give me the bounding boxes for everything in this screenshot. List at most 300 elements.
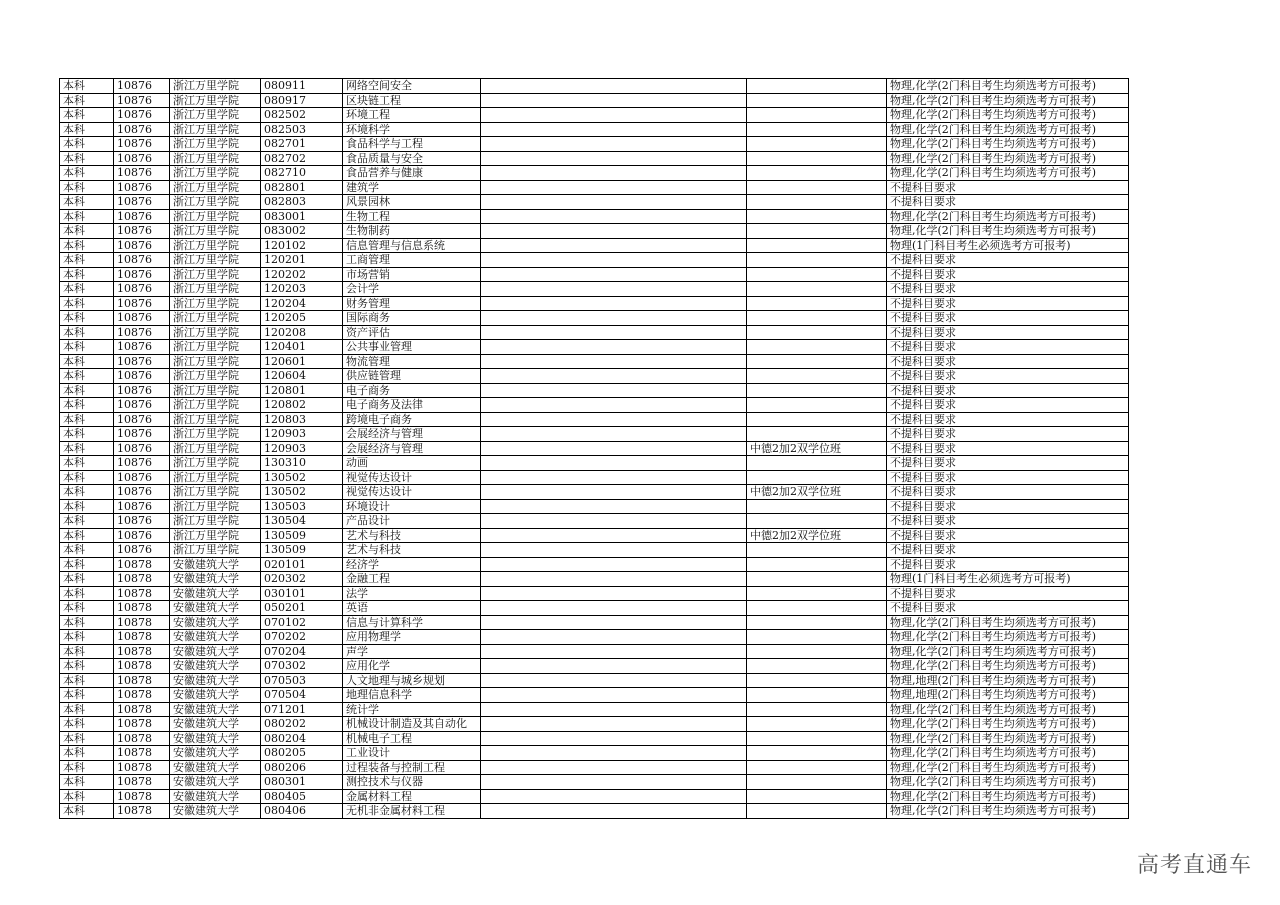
major-name-cell: 动画: [343, 456, 481, 471]
subject-requirement-cell: 不提科目要求: [887, 369, 1129, 384]
table-row: [60, 630, 1129, 645]
subject-requirement-cell: 物理,化学(2门科目考生均须选考方可报考): [887, 731, 1129, 746]
level-cell: 本科: [60, 108, 114, 123]
subject-requirement-cell: 物理(1门科目考生必须选考方可报考): [887, 238, 1129, 253]
major-name-cell: 电子商务及法律: [343, 398, 481, 413]
school-name-cell: 安徽建筑大学: [170, 557, 261, 572]
remark-cell: [481, 180, 747, 195]
remark-cell: [481, 789, 747, 804]
class-note-cell: [747, 514, 887, 529]
school-name-cell: 浙江万里学院: [170, 151, 261, 166]
major-code-cell: 020302: [261, 572, 343, 587]
major-name-cell: 法学: [343, 586, 481, 601]
major-code-cell: 070504: [261, 688, 343, 703]
school-code-cell: 10878: [114, 615, 170, 630]
subject-requirement-cell: 不提科目要求: [887, 180, 1129, 195]
remark-cell: [481, 485, 747, 500]
major-code-cell: 120903: [261, 427, 343, 442]
table-row: [60, 731, 1129, 746]
major-name-cell: 环境工程: [343, 108, 481, 123]
subject-requirement-cell: 不提科目要求: [887, 311, 1129, 326]
table-row: [60, 369, 1129, 384]
school-name-cell: 安徽建筑大学: [170, 804, 261, 819]
level-cell: 本科: [60, 79, 114, 94]
remark-cell: [481, 804, 747, 819]
major-name-cell: 会计学: [343, 282, 481, 297]
table-row: [60, 354, 1129, 369]
level-cell: 本科: [60, 543, 114, 558]
school-name-cell: 浙江万里学院: [170, 485, 261, 500]
school-code-cell: 10878: [114, 760, 170, 775]
table-row: [60, 688, 1129, 703]
major-name-cell: 机械电子工程: [343, 731, 481, 746]
school-name-cell: 安徽建筑大学: [170, 702, 261, 717]
level-cell: 本科: [60, 224, 114, 239]
major-name-cell: 金融工程: [343, 572, 481, 587]
table-row: [60, 456, 1129, 471]
subject-requirement-cell: 物理,化学(2门科目考生均须选考方可报考): [887, 789, 1129, 804]
major-name-cell: 无机非金属材料工程: [343, 804, 481, 819]
remark-cell: [481, 195, 747, 210]
subject-requirement-cell: 不提科目要求: [887, 485, 1129, 500]
major-name-cell: 建筑学: [343, 180, 481, 195]
level-cell: 本科: [60, 296, 114, 311]
class-note-cell: [747, 702, 887, 717]
table-row: [60, 470, 1129, 485]
level-cell: 本科: [60, 746, 114, 761]
remark-cell: [481, 398, 747, 413]
school-name-cell: 安徽建筑大学: [170, 644, 261, 659]
remark-cell: [481, 369, 747, 384]
major-code-cell: 130509: [261, 543, 343, 558]
remark-cell: [481, 731, 747, 746]
class-note-cell: [747, 180, 887, 195]
level-cell: 本科: [60, 615, 114, 630]
subject-requirement-cell: 物理,地理(2门科目考生均须选考方可报考): [887, 688, 1129, 703]
class-note-cell: [747, 673, 887, 688]
class-note-cell: [747, 253, 887, 268]
subject-requirement-cell: 不提科目要求: [887, 528, 1129, 543]
remark-cell: [481, 688, 747, 703]
remark-cell: [481, 543, 747, 558]
school-name-cell: 浙江万里学院: [170, 166, 261, 181]
school-name-cell: 浙江万里学院: [170, 499, 261, 514]
table-row: [60, 267, 1129, 282]
subject-requirement-cell: 不提科目要求: [887, 427, 1129, 442]
school-name-cell: 浙江万里学院: [170, 427, 261, 442]
major-code-cell: 020101: [261, 557, 343, 572]
table-row: [60, 586, 1129, 601]
level-cell: 本科: [60, 717, 114, 732]
major-code-cell: 120803: [261, 412, 343, 427]
school-code-cell: 10876: [114, 499, 170, 514]
remark-cell: [481, 514, 747, 529]
level-cell: 本科: [60, 586, 114, 601]
level-cell: 本科: [60, 731, 114, 746]
subject-requirement-cell: 不提科目要求: [887, 296, 1129, 311]
table-row: [60, 427, 1129, 442]
class-note-cell: [747, 398, 887, 413]
level-cell: 本科: [60, 195, 114, 210]
level-cell: 本科: [60, 238, 114, 253]
remark-cell: [481, 746, 747, 761]
remark-cell: [481, 267, 747, 282]
major-name-cell: 工商管理: [343, 253, 481, 268]
major-name-cell: 艺术与科技: [343, 543, 481, 558]
school-name-cell: 浙江万里学院: [170, 325, 261, 340]
table-row: [60, 673, 1129, 688]
level-cell: 本科: [60, 470, 114, 485]
level-cell: 本科: [60, 601, 114, 616]
major-code-cell: 080405: [261, 789, 343, 804]
school-name-cell: 浙江万里学院: [170, 383, 261, 398]
remark-cell: [481, 238, 747, 253]
school-name-cell: 安徽建筑大学: [170, 572, 261, 587]
level-cell: 本科: [60, 412, 114, 427]
major-name-cell: 过程装备与控制工程: [343, 760, 481, 775]
major-name-cell: 艺术与科技: [343, 528, 481, 543]
level-cell: 本科: [60, 644, 114, 659]
table-row: [60, 528, 1129, 543]
major-name-cell: 环境设计: [343, 499, 481, 514]
subject-requirement-cell: 不提科目要求: [887, 267, 1129, 282]
subject-requirement-cell: 物理,化学(2门科目考生均须选考方可报考): [887, 775, 1129, 790]
school-code-cell: 10878: [114, 746, 170, 761]
subject-requirement-cell: 不提科目要求: [887, 514, 1129, 529]
school-name-cell: 安徽建筑大学: [170, 746, 261, 761]
school-name-cell: 浙江万里学院: [170, 354, 261, 369]
school-name-cell: 浙江万里学院: [170, 137, 261, 152]
level-cell: 本科: [60, 166, 114, 181]
subject-requirement-cell: 物理,化学(2门科目考生均须选考方可报考): [887, 122, 1129, 137]
class-note-cell: [747, 383, 887, 398]
major-code-cell: 120202: [261, 267, 343, 282]
major-name-cell: 人文地理与城乡规划: [343, 673, 481, 688]
table-row: [60, 717, 1129, 732]
major-name-cell: 供应链管理: [343, 369, 481, 384]
class-note-cell: [747, 644, 887, 659]
remark-cell: [481, 702, 747, 717]
table-row: [60, 79, 1129, 94]
class-note-cell: [747, 354, 887, 369]
major-name-cell: 测控技术与仪器: [343, 775, 481, 790]
major-code-cell: 082701: [261, 137, 343, 152]
school-name-cell: 浙江万里学院: [170, 238, 261, 253]
major-code-cell: 083002: [261, 224, 343, 239]
subject-requirement-cell: 物理,化学(2门科目考生均须选考方可报考): [887, 79, 1129, 94]
school-code-cell: 10878: [114, 644, 170, 659]
table-row: [60, 340, 1129, 355]
table-row: [60, 644, 1129, 659]
level-cell: 本科: [60, 267, 114, 282]
school-name-cell: 浙江万里学院: [170, 340, 261, 355]
table-row: [60, 108, 1129, 123]
school-name-cell: 浙江万里学院: [170, 267, 261, 282]
remark-cell: [481, 528, 747, 543]
level-cell: 本科: [60, 180, 114, 195]
table-row: [60, 325, 1129, 340]
major-name-cell: 应用物理学: [343, 630, 481, 645]
major-name-cell: 视觉传达设计: [343, 470, 481, 485]
level-cell: 本科: [60, 485, 114, 500]
table-row: [60, 499, 1129, 514]
major-code-cell: 082702: [261, 151, 343, 166]
major-code-cell: 130504: [261, 514, 343, 529]
remark-cell: [481, 151, 747, 166]
school-name-cell: 安徽建筑大学: [170, 601, 261, 616]
table-row: [60, 282, 1129, 297]
class-note-cell: [747, 731, 887, 746]
major-name-cell: 视觉传达设计: [343, 485, 481, 500]
table-row: [60, 557, 1129, 572]
major-code-cell: 120801: [261, 383, 343, 398]
major-code-cell: 080301: [261, 775, 343, 790]
table-row: [60, 311, 1129, 326]
school-code-cell: 10878: [114, 775, 170, 790]
school-name-cell: 安徽建筑大学: [170, 760, 261, 775]
major-code-cell: 080206: [261, 760, 343, 775]
school-code-cell: 10878: [114, 804, 170, 819]
remark-cell: [481, 760, 747, 775]
class-note-cell: [747, 804, 887, 819]
remark-cell: [481, 122, 747, 137]
school-code-cell: 10878: [114, 572, 170, 587]
major-name-cell: 应用化学: [343, 659, 481, 674]
subject-requirement-cell: 物理,化学(2门科目考生均须选考方可报考): [887, 760, 1129, 775]
school-name-cell: 安徽建筑大学: [170, 659, 261, 674]
subject-requirement-cell: 物理,化学(2门科目考生均须选考方可报考): [887, 717, 1129, 732]
major-code-cell: 071201: [261, 702, 343, 717]
school-name-cell: 安徽建筑大学: [170, 789, 261, 804]
subject-requirement-cell: 不提科目要求: [887, 470, 1129, 485]
remark-cell: [481, 79, 747, 94]
class-note-cell: [747, 543, 887, 558]
class-note-cell: [747, 209, 887, 224]
major-name-cell: 生物制药: [343, 224, 481, 239]
remark-cell: [481, 659, 747, 674]
school-name-cell: 浙江万里学院: [170, 122, 261, 137]
subject-requirement-cell: 物理,化学(2门科目考生均须选考方可报考): [887, 630, 1129, 645]
school-name-cell: 安徽建筑大学: [170, 615, 261, 630]
school-code-cell: 10878: [114, 586, 170, 601]
subject-requirement-cell: 物理,地理(2门科目考生均须选考方可报考): [887, 673, 1129, 688]
watermark-logo-text: 高考直通车: [1136, 853, 1252, 878]
major-code-cell: 070503: [261, 673, 343, 688]
major-code-cell: 120401: [261, 340, 343, 355]
school-code-cell: 10876: [114, 224, 170, 239]
school-code-cell: 10878: [114, 702, 170, 717]
school-code-cell: 10876: [114, 325, 170, 340]
school-code-cell: 10878: [114, 789, 170, 804]
school-code-cell: 10878: [114, 601, 170, 616]
school-code-cell: 10876: [114, 296, 170, 311]
major-name-cell: 食品质量与安全: [343, 151, 481, 166]
school-code-cell: 10876: [114, 93, 170, 108]
table-row: [60, 296, 1129, 311]
level-cell: 本科: [60, 775, 114, 790]
school-name-cell: 安徽建筑大学: [170, 775, 261, 790]
remark-cell: [481, 166, 747, 181]
subject-requirement-cell: 物理,化学(2门科目考生均须选考方可报考): [887, 137, 1129, 152]
class-note-cell: [747, 659, 887, 674]
major-name-cell: 资产评估: [343, 325, 481, 340]
remark-cell: [481, 601, 747, 616]
table-body: [60, 79, 1129, 819]
major-name-cell: 金属材料工程: [343, 789, 481, 804]
table-row: [60, 383, 1129, 398]
school-code-cell: 10878: [114, 659, 170, 674]
major-code-cell: 080911: [261, 79, 343, 94]
major-code-cell: 080205: [261, 746, 343, 761]
school-name-cell: 浙江万里学院: [170, 398, 261, 413]
class-note-cell: [747, 282, 887, 297]
remark-cell: [481, 383, 747, 398]
school-name-cell: 浙江万里学院: [170, 180, 261, 195]
major-name-cell: 英语: [343, 601, 481, 616]
subject-requirement-cell: 不提科目要求: [887, 456, 1129, 471]
table-row: [60, 180, 1129, 195]
class-note-cell: [747, 93, 887, 108]
level-cell: 本科: [60, 499, 114, 514]
remark-cell: [481, 644, 747, 659]
level-cell: 本科: [60, 253, 114, 268]
level-cell: 本科: [60, 557, 114, 572]
major-code-cell: 120203: [261, 282, 343, 297]
level-cell: 本科: [60, 209, 114, 224]
class-note-cell: [747, 746, 887, 761]
subject-requirement-cell: 不提科目要求: [887, 586, 1129, 601]
remark-cell: [481, 354, 747, 369]
school-name-cell: 浙江万里学院: [170, 456, 261, 471]
school-code-cell: 10876: [114, 470, 170, 485]
class-note-cell: [747, 122, 887, 137]
major-name-cell: 声学: [343, 644, 481, 659]
school-name-cell: 安徽建筑大学: [170, 586, 261, 601]
major-name-cell: 国际商务: [343, 311, 481, 326]
class-note-cell: [747, 340, 887, 355]
level-cell: 本科: [60, 354, 114, 369]
remark-cell: [481, 470, 747, 485]
school-name-cell: 安徽建筑大学: [170, 673, 261, 688]
remark-cell: [481, 586, 747, 601]
subject-requirement-cell: 不提科目要求: [887, 354, 1129, 369]
school-name-cell: 浙江万里学院: [170, 470, 261, 485]
class-note-cell: [747, 717, 887, 732]
class-note-cell: [747, 572, 887, 587]
subject-requirement-cell: 物理,化学(2门科目考生均须选考方可报考): [887, 108, 1129, 123]
table-row: [60, 93, 1129, 108]
remark-cell: [481, 224, 747, 239]
school-name-cell: 浙江万里学院: [170, 412, 261, 427]
major-code-cell: 120204: [261, 296, 343, 311]
school-code-cell: 10876: [114, 528, 170, 543]
major-code-cell: 070102: [261, 615, 343, 630]
remark-cell: [481, 427, 747, 442]
level-cell: 本科: [60, 325, 114, 340]
remark-cell: [481, 282, 747, 297]
class-note-cell: 中德2加2双学位班: [747, 441, 887, 456]
subject-requirement-cell: 物理,化学(2门科目考生均须选考方可报考): [887, 151, 1129, 166]
remark-cell: [481, 253, 747, 268]
major-code-cell: 120601: [261, 354, 343, 369]
level-cell: 本科: [60, 789, 114, 804]
subject-requirement-cell: 物理,化学(2门科目考生均须选考方可报考): [887, 93, 1129, 108]
major-code-cell: 120802: [261, 398, 343, 413]
school-code-cell: 10876: [114, 485, 170, 500]
level-cell: 本科: [60, 659, 114, 674]
school-code-cell: 10876: [114, 383, 170, 398]
level-cell: 本科: [60, 151, 114, 166]
subject-requirement-cell: 不提科目要求: [887, 282, 1129, 297]
subject-requirement-cell: 不提科目要求: [887, 441, 1129, 456]
subject-requirements-table: [59, 78, 1129, 819]
major-code-cell: 083001: [261, 209, 343, 224]
table-row: [60, 702, 1129, 717]
level-cell: 本科: [60, 369, 114, 384]
school-code-cell: 10876: [114, 122, 170, 137]
major-name-cell: 地理信息科学: [343, 688, 481, 703]
major-code-cell: 080204: [261, 731, 343, 746]
class-note-cell: [747, 601, 887, 616]
subject-requirement-cell: 不提科目要求: [887, 383, 1129, 398]
school-name-cell: 浙江万里学院: [170, 514, 261, 529]
major-code-cell: 130503: [261, 499, 343, 514]
level-cell: 本科: [60, 688, 114, 703]
table-row: [60, 166, 1129, 181]
table-row: [60, 514, 1129, 529]
table-row: [60, 122, 1129, 137]
school-name-cell: 浙江万里学院: [170, 224, 261, 239]
table-row: [60, 804, 1129, 819]
remark-cell: [481, 412, 747, 427]
remark-cell: [481, 615, 747, 630]
level-cell: 本科: [60, 673, 114, 688]
subject-requirement-cell: 物理,化学(2门科目考生均须选考方可报考): [887, 804, 1129, 819]
class-note-cell: [747, 166, 887, 181]
school-name-cell: 浙江万里学院: [170, 441, 261, 456]
table-row: [60, 209, 1129, 224]
major-name-cell: 经济学: [343, 557, 481, 572]
remark-cell: [481, 325, 747, 340]
class-note-cell: [747, 311, 887, 326]
major-name-cell: 物流管理: [343, 354, 481, 369]
subject-requirement-cell: 物理,化学(2门科目考生均须选考方可报考): [887, 702, 1129, 717]
class-note-cell: [747, 427, 887, 442]
school-name-cell: 浙江万里学院: [170, 369, 261, 384]
class-note-cell: [747, 586, 887, 601]
subject-requirement-cell: 不提科目要求: [887, 340, 1129, 355]
major-name-cell: 跨境电子商务: [343, 412, 481, 427]
school-code-cell: 10876: [114, 427, 170, 442]
major-code-cell: 070302: [261, 659, 343, 674]
remark-cell: [481, 340, 747, 355]
class-note-cell: [747, 470, 887, 485]
major-code-cell: 030101: [261, 586, 343, 601]
major-code-cell: 080406: [261, 804, 343, 819]
subject-requirement-cell: 不提科目要求: [887, 601, 1129, 616]
class-note-cell: [747, 296, 887, 311]
school-code-cell: 10876: [114, 412, 170, 427]
school-name-cell: 浙江万里学院: [170, 93, 261, 108]
school-code-cell: 10876: [114, 180, 170, 195]
school-code-cell: 10876: [114, 354, 170, 369]
remark-cell: [481, 93, 747, 108]
major-code-cell: 082710: [261, 166, 343, 181]
remark-cell: [481, 572, 747, 587]
table-row: [60, 441, 1129, 456]
table-row: [60, 659, 1129, 674]
school-code-cell: 10876: [114, 253, 170, 268]
